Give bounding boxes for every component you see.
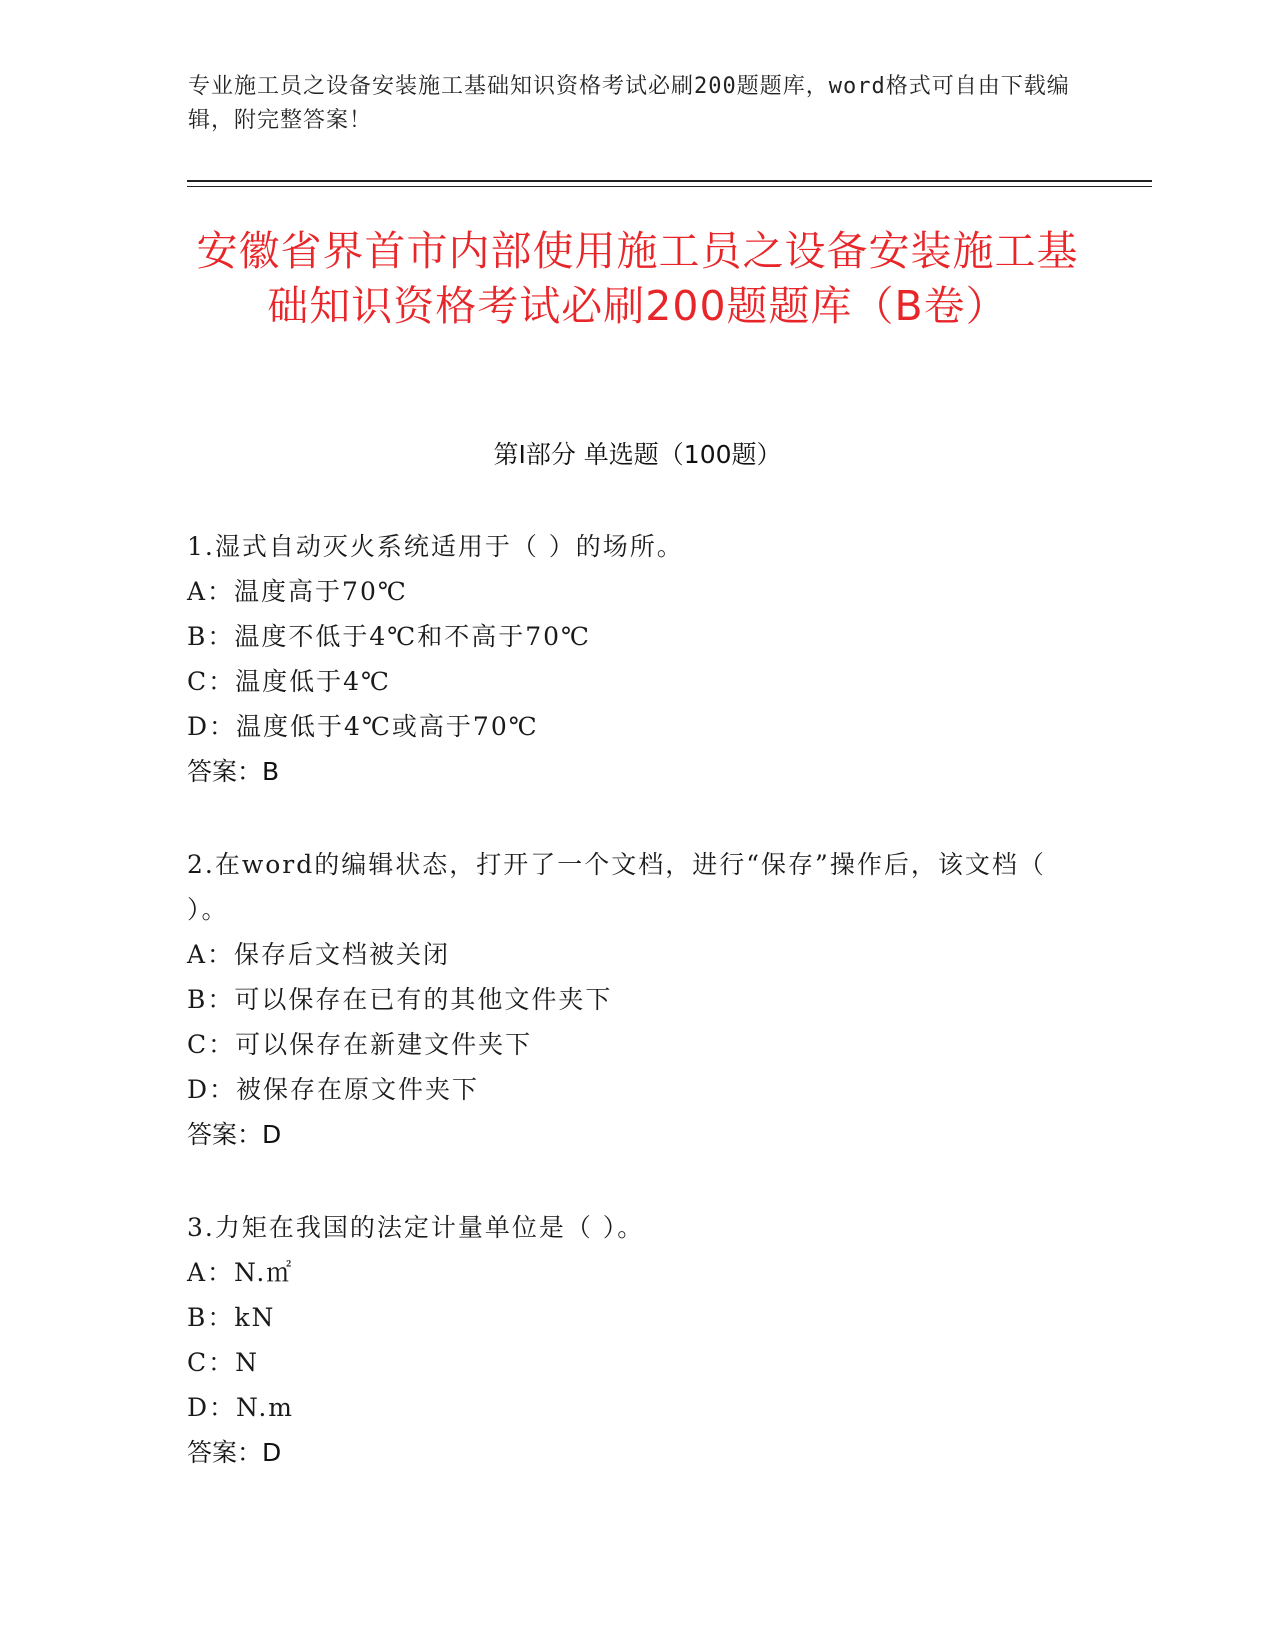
option-d: D：被保存在原文件夹下 bbox=[187, 1075, 480, 1104]
question-stem: 3.力矩在我国的法定计量单位是（ ）。 bbox=[187, 1213, 645, 1242]
option-c: C：可以保存在新建文件夹下 bbox=[187, 1030, 533, 1059]
option-c: C：N bbox=[187, 1348, 260, 1377]
header-divider-thick bbox=[187, 180, 1152, 182]
option-b: B：kN bbox=[187, 1303, 276, 1332]
section-title: 第Ⅰ部分 单选题（100题） bbox=[493, 440, 782, 469]
option-d: D：N.m bbox=[187, 1393, 294, 1422]
question-stem: 2.在word的编辑状态，打开了一个文档，进行“保存”操作后，该文档（ ）。 bbox=[187, 850, 1046, 924]
option-b: B：温度不低于4℃和不高于70℃ bbox=[187, 622, 592, 651]
question-block bbox=[187, 524, 1077, 794]
question-block bbox=[187, 1205, 1077, 1475]
option-c: C：温度低于4℃ bbox=[187, 667, 392, 696]
option-a: A：N.㎡ bbox=[187, 1258, 294, 1287]
option-d: D：温度低于4℃或高于70℃ bbox=[187, 712, 539, 741]
question-block bbox=[187, 842, 1077, 1157]
option-a: A：温度高于70℃ bbox=[187, 577, 408, 606]
answer-line: 答案：B bbox=[187, 757, 280, 786]
header-divider-thin bbox=[187, 186, 1152, 187]
question-stem: 1.湿式自动灭火系统适用于（ ）的场所。 bbox=[187, 532, 684, 561]
header-note: 专业施工员之设备安装施工基础知识资格考试必刷200题题库，word格式可自由下载编辑，附完整答案！ bbox=[188, 74, 1070, 133]
option-b: B：可以保存在已有的其他文件夹下 bbox=[187, 985, 613, 1014]
option-a: A：保存后文档被关闭 bbox=[187, 940, 451, 969]
document-title: 安徽省界首市内部使用施工员之设备安装施工基础知识资格考试必刷200题题库（B卷） bbox=[196, 227, 1079, 330]
answer-line: 答案：D bbox=[187, 1438, 282, 1467]
answer-line: 答案：D bbox=[187, 1120, 282, 1149]
